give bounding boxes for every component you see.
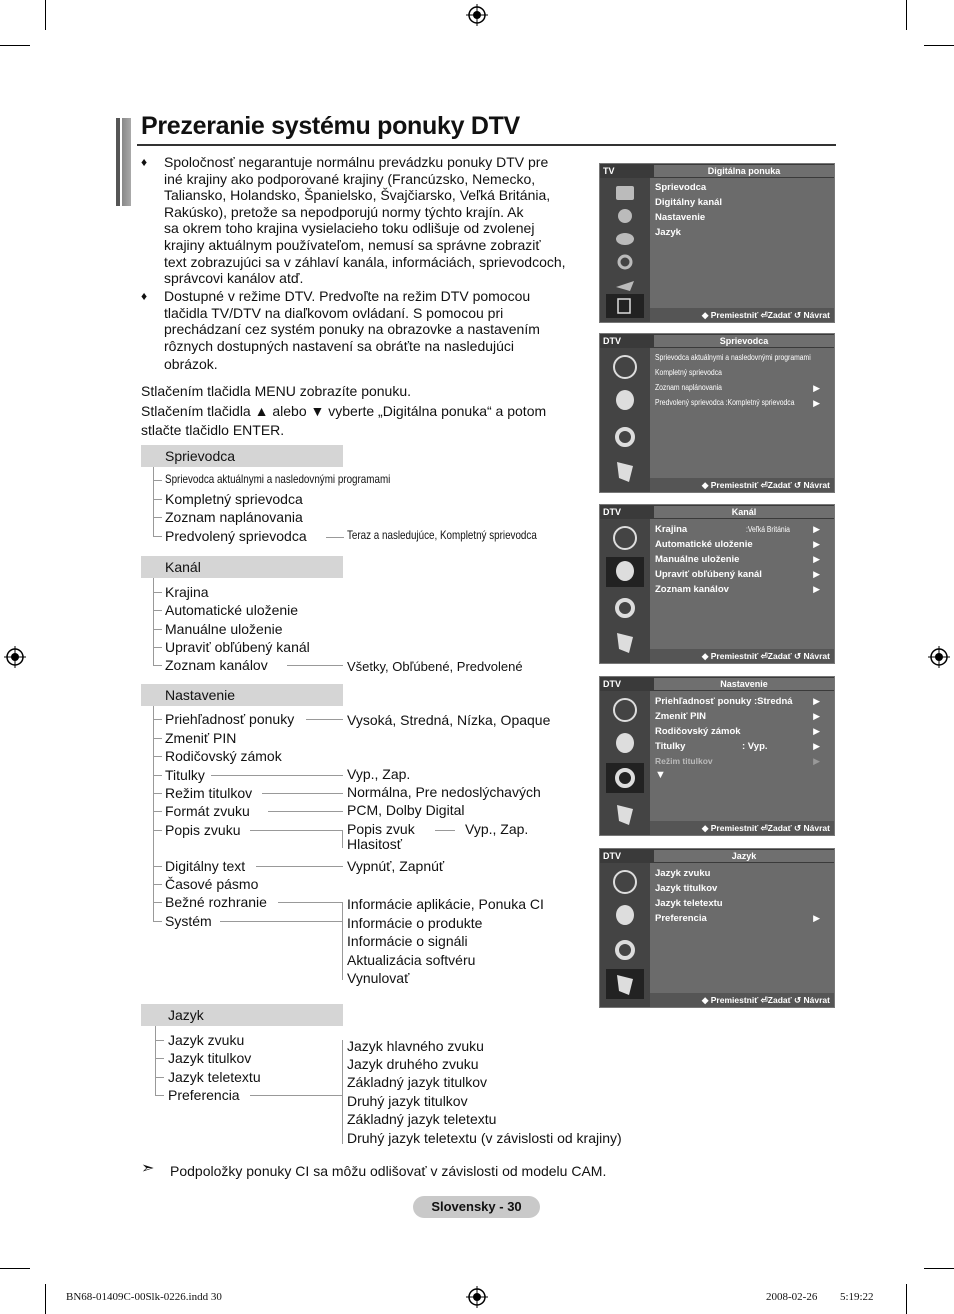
language-icon — [606, 799, 644, 829]
sound-icon — [606, 204, 644, 228]
header-label: Jazyk — [168, 1007, 204, 1023]
instruction-menu: Stlačením tlačidla MENU zobrazíte ponuku. — [141, 383, 412, 399]
channel-icon — [606, 227, 644, 251]
tree-item: Systém — [165, 913, 212, 929]
panel-mode: DTV — [603, 507, 621, 517]
tree-value: Základný jazyk teletextu — [347, 1111, 497, 1127]
tree-item: Rodičovský zámok — [165, 748, 282, 764]
panel-item: Automatické uloženie — [655, 539, 753, 550]
tree-connector — [153, 884, 162, 885]
bullet-paragraph-1 — [164, 154, 589, 287]
crop-mark — [45, 1284, 46, 1314]
crop-mark — [45, 0, 46, 30]
text-line: Taliansko, Holandsko, Španielsko, Švajčiarsko, Veľká Británia, — [164, 187, 551, 204]
panel-item-value: :Veľká Británia — [746, 525, 790, 534]
tree-value: Vynulovať — [347, 970, 410, 986]
text-line: Dostupné v režime DTV. Predvoľte na režim DTV pomocou — [164, 288, 531, 304]
submenu-arrow-icon: ▶ — [813, 584, 820, 594]
panel-item: Digitálny kanál — [655, 197, 723, 208]
tree-item: Bežné rozhranie — [165, 894, 267, 910]
tree-item: Jazyk teletextu — [168, 1069, 261, 1085]
tree-connector — [155, 1026, 156, 1096]
bullet-symbol: ♦ — [141, 155, 148, 169]
panel-item: Zmeniť PIN — [655, 711, 707, 722]
tree-connector — [153, 665, 162, 666]
tree-connector — [155, 1040, 164, 1041]
page-number-badge: Slovensky - 30 — [413, 1196, 540, 1218]
setup-icon — [606, 935, 644, 965]
tree-connector — [155, 1058, 164, 1059]
submenu-arrow-icon: ▶ — [813, 569, 820, 579]
text-line: sa okrem toho krajina vysielacieho toku odlišuje od zvolenej — [164, 220, 535, 237]
tree-connector — [153, 517, 162, 518]
crop-mark — [924, 45, 954, 46]
submenu-arrow-icon: ▶ — [813, 383, 820, 393]
menu-panel-digital — [599, 163, 835, 323]
submenu-arrow-icon: ▶ — [813, 741, 820, 751]
tree-connector — [287, 665, 343, 666]
tree-connector — [278, 902, 343, 903]
digital-menu-icon — [606, 294, 644, 318]
language-icon — [606, 456, 644, 486]
panel-item: Zoznam naplánovania — [655, 383, 722, 392]
panel-item: Predvolený sprievodca :Kompletný sprievodca — [655, 398, 795, 407]
tree-connector — [342, 830, 343, 848]
panel-item: Režim titulkov — [655, 756, 713, 766]
tree-connector — [153, 830, 162, 831]
text-line: iné krajiny ako podporované krajiny (Francúzsko, Nemecko, — [164, 170, 536, 187]
footer-timestamp: 2008-02-26 ￿￿ 5:19:22 — [766, 1291, 874, 1303]
tree-value: Popis zvuk — [347, 821, 415, 837]
tree-value: Vyp., Zap. — [465, 821, 529, 837]
menu-panel-setup — [599, 676, 835, 836]
panel-footer: ◆ Premiestniť ⏎Zadať ↺ Návrat — [650, 478, 834, 492]
tree-connector — [250, 830, 343, 831]
tree-connector — [153, 536, 162, 537]
tree-value: Hlasitosť — [347, 836, 403, 852]
tree-item: Manuálne uloženie — [165, 621, 283, 637]
text-line: obrázok. — [164, 356, 218, 373]
language-icon — [606, 627, 644, 657]
tree-item: Zoznam kanálov — [165, 657, 268, 673]
tree-connector — [211, 775, 343, 776]
panel-item: Rodičovský zámok — [655, 726, 741, 737]
tree-value: Teraz a nasledujúce, Kompletný sprievodca — [347, 528, 537, 542]
crop-mark — [0, 1268, 30, 1269]
panel-item: Zoznam kanálov — [655, 584, 729, 595]
panel-item: Sprievodca — [655, 182, 707, 193]
header-label: Nastavenie — [165, 687, 236, 703]
tree-item: Popis zvuku — [165, 822, 241, 838]
panel-item: Sprievodca aktuálnymi a nasledovnými programami — [655, 353, 811, 362]
header-label: Kanál — [165, 559, 201, 575]
panel-mode: DTV — [603, 851, 621, 861]
tree-connector — [153, 921, 162, 922]
crop-mark — [924, 1268, 954, 1269]
tree-item: Zmeniť PIN — [165, 730, 237, 746]
panel-item: Jazyk titulkov — [655, 883, 718, 894]
note-icon: ➣ — [141, 1160, 155, 1177]
tree-value: Vysoká, Stredná, Nízka, Opaque — [347, 712, 551, 728]
channel-icon — [606, 557, 644, 587]
tree-item: Preferencia — [168, 1087, 240, 1103]
tree-item: Digitálny text — [165, 858, 246, 874]
language-icon — [606, 969, 644, 999]
panel-head: Sprievodca — [654, 335, 834, 347]
tree-value: Informácie o signáli — [347, 933, 468, 949]
tree-value: Informácie aplikácie, Ponuka CI — [347, 896, 544, 912]
text-line: rôznych dostupných nastavení sa obráťte na nasledujúci — [164, 337, 515, 354]
panel-footer: ◆ Premiestniť ⏎Zadať ↺ Návrat — [650, 993, 834, 1007]
tree-value: Aktualizácia softvéru — [347, 952, 476, 968]
instruction-enter: stlačte tlačidlo ENTER. — [141, 422, 285, 438]
panel-head: Jazyk — [654, 850, 834, 862]
panel-footer: ◆ Premiestniť ⏎Zadať ↺ Návrat — [650, 308, 834, 322]
panel-item: Titulky — [655, 741, 686, 752]
text-line: prechádzaní cez systém ponuky na obrazovke a nastavením — [164, 321, 540, 338]
tree-connector — [153, 738, 162, 739]
tree-item: Upraviť obľúbený kanál — [165, 639, 310, 655]
menu-panel-guide — [599, 333, 835, 493]
submenu-arrow-icon: ▶ — [813, 726, 820, 736]
panel-item: Manuálne uloženie — [655, 554, 740, 565]
tree-header-kanal — [141, 556, 343, 578]
bullet-paragraph-2 — [164, 288, 589, 373]
panel-mode: TV — [603, 166, 615, 176]
scroll-down-icon: ▼ — [655, 769, 666, 781]
tree-item: Formát zvuku — [165, 803, 250, 819]
guide-icon — [606, 523, 644, 553]
tree-value: Vyp., Zap. — [347, 766, 411, 782]
tree-value: Druhý jazyk teletextu (v závislosti od krajiny) — [347, 1130, 622, 1146]
tree-value: Druhý jazyk titulkov — [347, 1093, 468, 1109]
menu-panel-channel — [599, 504, 835, 664]
tree-value: PCM, Dolby Digital — [347, 802, 465, 818]
submenu-arrow-icon: ▶ — [813, 524, 820, 534]
registration-mark-icon — [4, 646, 26, 668]
setup-icon — [606, 250, 644, 274]
tree-value: Všetky, Obľúbené, Predvolené — [347, 659, 523, 674]
panel-item: Jazyk teletextu — [655, 898, 723, 909]
registration-mark-icon — [466, 4, 488, 26]
channel-icon — [606, 901, 644, 931]
tree-header-jazyk — [141, 1004, 343, 1026]
panel-footer: ◆ Premiestniť ⏎Zadať ↺ Návrat — [650, 649, 834, 663]
tree-connector — [342, 902, 343, 980]
text-line: správcovi kanálov atď. — [164, 270, 304, 287]
panel-item: Kompletný sprievodca — [655, 368, 722, 377]
tree-value: Jazyk hlavného zvuku — [347, 1038, 484, 1054]
submenu-arrow-icon: ▶ — [813, 539, 820, 549]
tree-connector — [153, 902, 162, 903]
tree-item: Jazyk titulkov — [168, 1050, 252, 1066]
page-title: Prezeranie systému ponuky DTV — [141, 112, 520, 140]
crop-mark — [0, 45, 30, 46]
panel-item: Jazyk — [655, 227, 681, 238]
tree-connector — [153, 592, 162, 593]
tree-item: Jazyk zvuku — [168, 1032, 245, 1048]
tree-item: Predvolený sprievodca — [165, 528, 307, 544]
tree-connector — [153, 467, 154, 536]
tree-item: Časové pásmo — [165, 876, 259, 892]
tree-connector — [262, 793, 343, 794]
tree-connector — [153, 775, 162, 776]
setup-icon — [606, 593, 644, 623]
tree-connector — [153, 719, 162, 720]
submenu-arrow-icon: ▶ — [813, 711, 820, 721]
panel-item: Nastavenie — [655, 212, 706, 223]
setup-icon — [606, 763, 644, 793]
panel-item: Preferencia — [655, 913, 707, 924]
setup-icon — [606, 422, 644, 452]
tree-connector — [153, 811, 162, 812]
tree-value: Jazyk druhého zvuku — [347, 1056, 479, 1072]
panel-footer: ◆ Premiestniť ⏎Zadať ↺ Návrat — [650, 821, 834, 835]
tree-connector — [153, 647, 162, 648]
tree-item: Kompletný sprievodca — [165, 491, 303, 507]
tree-item: Titulky — [165, 767, 205, 783]
tree-connector — [250, 1095, 343, 1096]
tree-connector — [153, 499, 162, 500]
tree-connector — [220, 921, 343, 922]
footer-file: BN68-01409C-00Slk-0226.indd 30 — [66, 1291, 222, 1303]
menu-panel-language — [599, 848, 835, 1008]
tree-item: Režim titulkov — [165, 785, 253, 801]
crop-mark — [906, 0, 907, 30]
tree-header-sprievodca — [141, 445, 343, 467]
panel-head: Kanál — [654, 506, 834, 518]
tree-header-nastavenie — [141, 684, 343, 706]
tree-connector — [326, 537, 344, 538]
tree-connector — [268, 811, 343, 812]
registration-mark-icon — [928, 646, 950, 668]
submenu-arrow-icon: ▶ — [813, 696, 820, 706]
tree-connector — [306, 719, 343, 720]
guide-icon — [606, 695, 644, 725]
text-line: krajiny aktuálnym používateľom, nemusí sa správne zobraziť — [164, 236, 541, 253]
tree-item: Zoznam naplánovania — [165, 509, 303, 525]
panel-item-value: : Vyp. — [742, 741, 768, 752]
submenu-arrow-icon: ▶ — [813, 398, 820, 408]
tree-value: Normálna, Pre nedoslýchavých — [347, 784, 541, 800]
bullet-symbol: ♦ — [141, 289, 148, 303]
panel-item: Upraviť obľúbený kanál — [655, 569, 762, 580]
tree-item: Automatické uloženie — [165, 602, 299, 618]
text-line: Rakúsko), pretože sa nepodporujú normy týchto krajín. Ak — [164, 203, 524, 220]
tree-connector — [342, 1040, 343, 1144]
title-decoration — [116, 118, 131, 206]
channel-icon — [606, 386, 644, 416]
guide-icon — [606, 352, 644, 382]
tree-item: Krajina — [165, 584, 209, 600]
panel-item: Jazyk zvuku — [655, 868, 711, 879]
tree-item: Sprievodca aktuálnymi a nasledovnými programami — [165, 472, 391, 486]
panel-head: Digitálna ponuka — [654, 165, 834, 177]
tree-value: Vypnúť, Zapnúť — [347, 858, 445, 874]
tree-item: Priehľadnosť ponuky — [165, 711, 295, 727]
guide-icon — [606, 867, 644, 897]
tree-connector — [153, 793, 162, 794]
panel-head: Nastavenie — [654, 678, 834, 690]
instruction-select: Stlačením tlačidla ▲ alebo ▼ vyberte „Digitálna ponuka“ a potom — [141, 403, 547, 419]
submenu-arrow-icon: ▶ — [813, 913, 820, 923]
submenu-arrow-icon: ▶ — [813, 554, 820, 564]
panel-mode: DTV — [603, 679, 621, 689]
tree-connector — [435, 830, 455, 831]
tree-value: Základný jazyk titulkov — [347, 1074, 488, 1090]
crop-mark — [906, 1284, 907, 1314]
panel-item: Priehľadnosť ponuky :Stredná — [655, 696, 793, 707]
tree-connector — [153, 480, 162, 481]
panel-item: Krajina — [655, 524, 688, 535]
note-text: Podpoložky ponuky CI sa môžu odlišovať v závislosti od modelu CAM. — [170, 1163, 607, 1179]
tree-connector — [153, 610, 162, 611]
tree-connector — [256, 866, 343, 867]
text-line: Spoločnosť negarantuje normálnu prevádzku ponuky DTV pre — [164, 154, 549, 170]
tree-connector — [155, 1095, 164, 1096]
tree-value: Informácie o produkte — [347, 915, 483, 931]
picture-icon — [606, 181, 644, 205]
registration-mark-icon — [466, 1286, 488, 1308]
tree-connector — [153, 866, 162, 867]
tree-connector — [153, 756, 162, 757]
submenu-arrow-icon: ▶ — [813, 756, 820, 766]
text-line: tlačidla TV/DTV na diaľkovom ovládaní. S pomocou pri — [164, 304, 504, 321]
tree-connector — [155, 1077, 164, 1078]
channel-icon — [606, 729, 644, 759]
panel-mode: DTV — [603, 336, 621, 346]
title-rule — [137, 144, 836, 146]
header-label: Sprievodca — [165, 448, 236, 464]
text-line: text zobrazujúci sa v záhlaví kanála, informáciách, sprievodcoch, — [164, 253, 566, 270]
tree-connector — [153, 629, 162, 630]
